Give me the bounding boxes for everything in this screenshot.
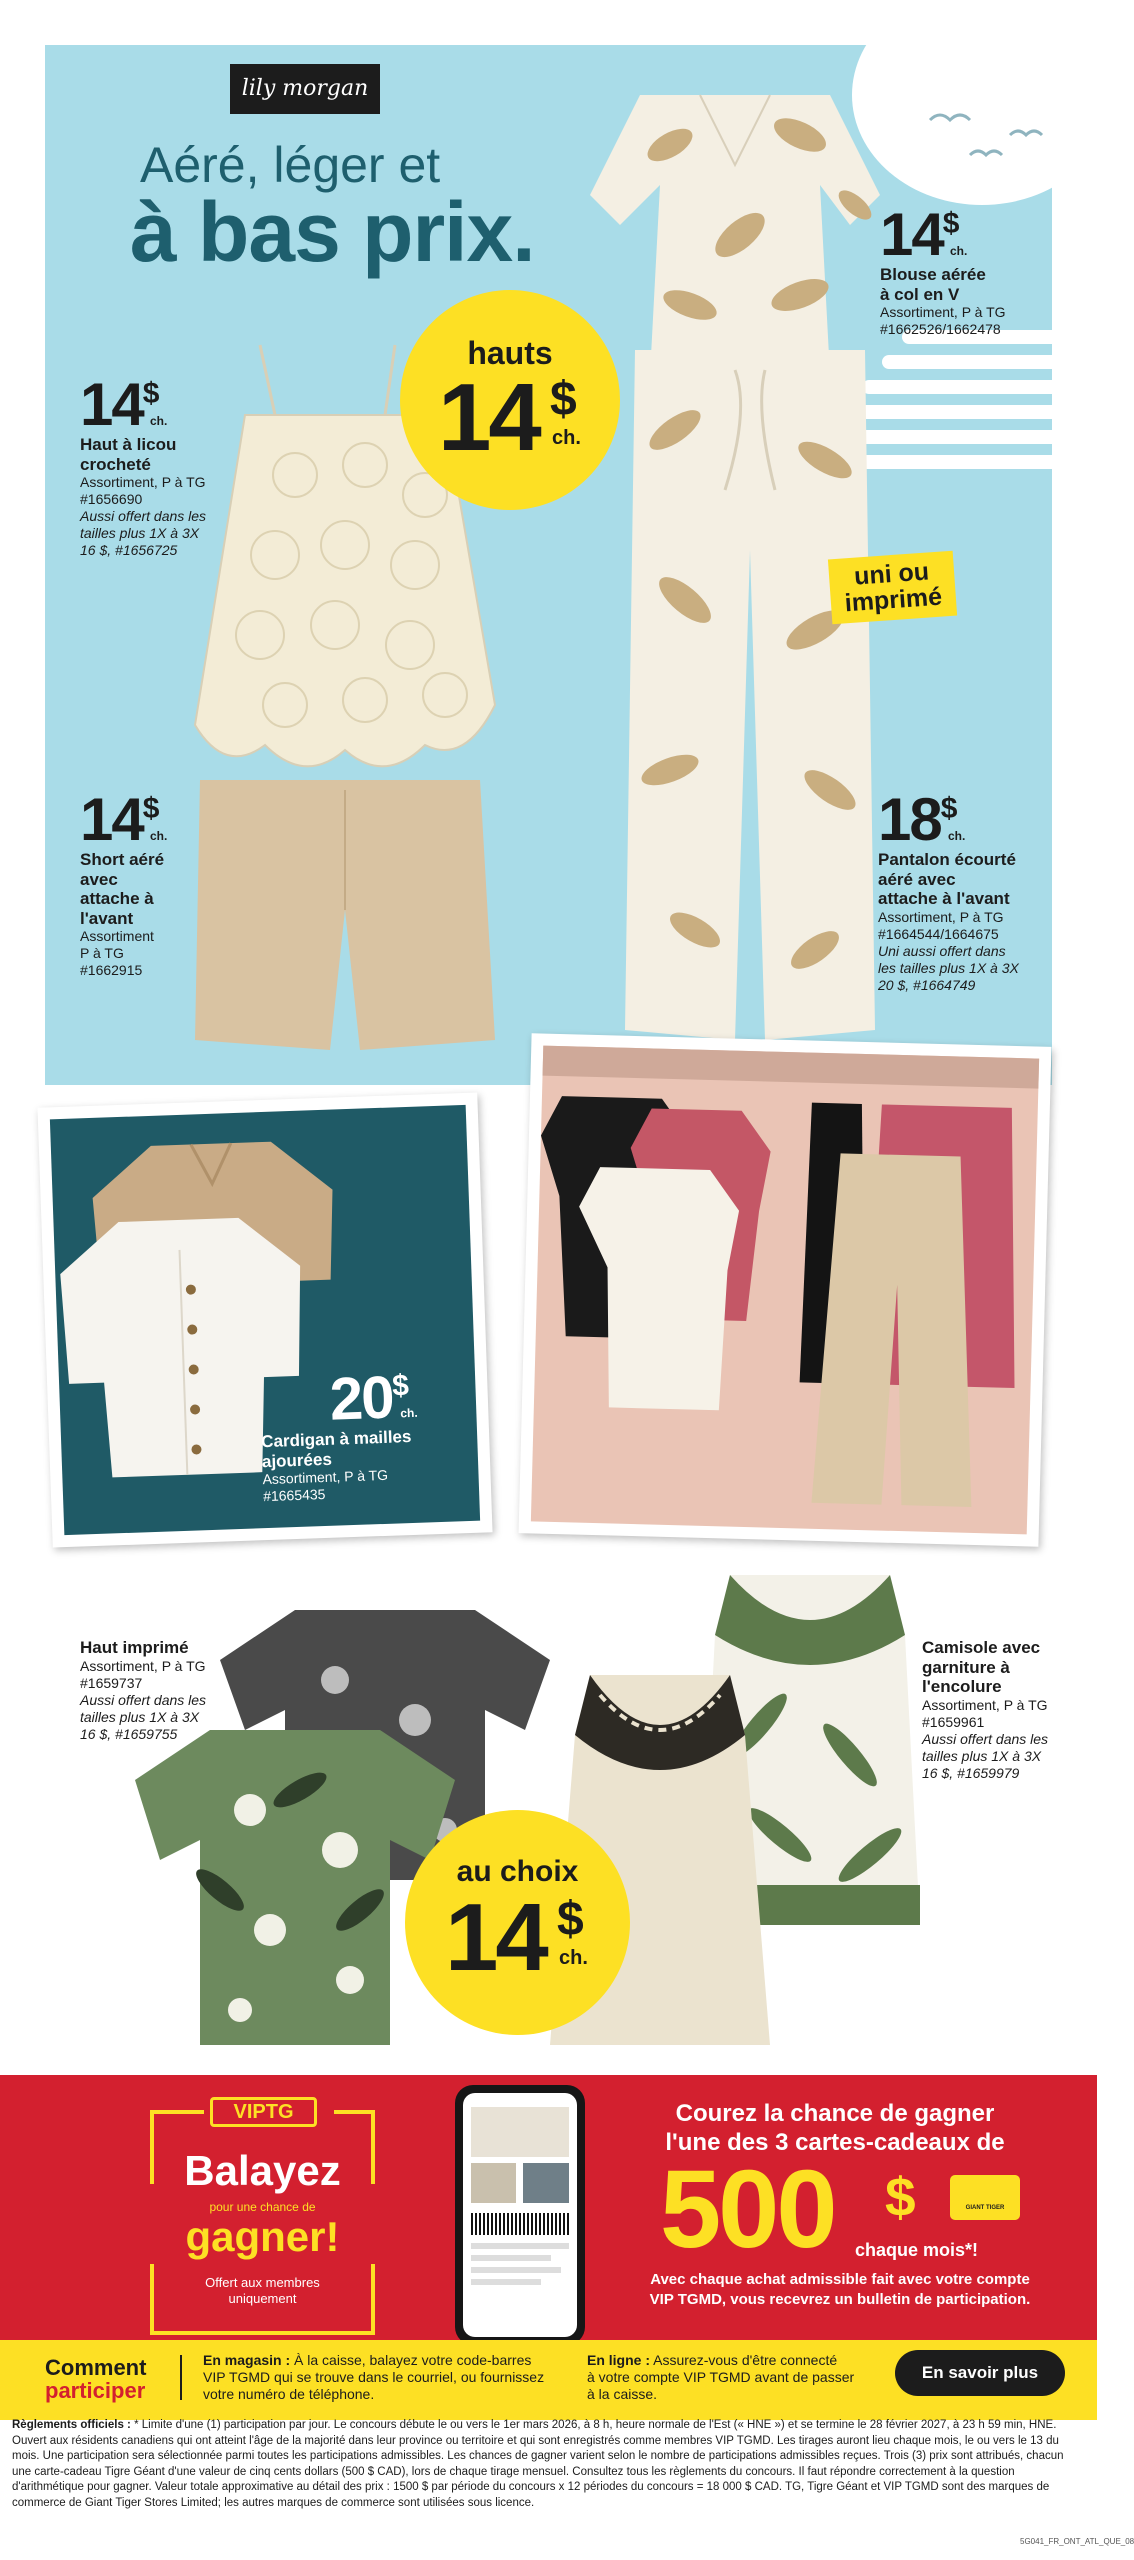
ribbon-line2: imprimé (843, 582, 943, 618)
blouse-info (880, 201, 1055, 338)
in-store-text-2: VIP TGMD qui se trouve dans le courriel, ou fournissez (203, 2369, 545, 2386)
how-to-title-line1: Comment (45, 2355, 147, 2380)
camisole-alt-3: 16 $, #1659979 (922, 1764, 1020, 1781)
pants-name-3: attache à l'avant (878, 889, 1010, 909)
vip-tg-badge: VIPTG (210, 2097, 317, 2127)
pants-alt-1: Uni aussi offert dans (878, 942, 1006, 959)
printed-top-alt-1: Aussi offert dans les (80, 1691, 207, 1708)
contest-subtext (620, 2270, 1060, 2309)
how-to-title-line2: participer (45, 2378, 146, 2404)
cardigan-desc-2: #1665435 (262, 1486, 326, 1505)
shorts-name-1: Short aéré (80, 850, 165, 869)
cardigan-desc-1: Assortiment, P à TG (262, 1466, 389, 1488)
halter-top-desc-2: #1656690 (80, 491, 143, 508)
airy-v-neck-blouse-image (580, 85, 890, 385)
camisole-info (922, 1638, 1072, 1782)
swipe-heading: Balayez (184, 2147, 341, 2194)
win-heading: gagner! (185, 2213, 340, 2260)
online-label: En ligne : (587, 2352, 650, 2368)
in-store-text-3: votre numéro de téléphone. (203, 2386, 375, 2403)
in-store-label: En magasin : (203, 2352, 291, 2368)
choice-badge-label: au choix (456, 1855, 579, 1888)
prize-amount: 500 (660, 2148, 835, 2271)
birds-illustration (925, 95, 1055, 185)
solid-or-print-ribbon (828, 551, 957, 624)
pants-desc-2: #1664544/1664675 (878, 925, 999, 942)
cardigan-info (328, 1363, 481, 1433)
choice-price-badge (405, 1810, 630, 2035)
halter-top-alt-3: 16 $, #1656725 (80, 542, 178, 559)
halter-top-alt-2: tailles plus 1X à 3X (80, 525, 200, 542)
blouse-desc-2: #1662526/1662478 (880, 321, 1001, 338)
choice-badge-currency: $ (557, 1893, 584, 1946)
chance-subheading: pour une chance de (209, 2200, 316, 2214)
tops-badge-unit: ch. (552, 427, 581, 449)
hanging-garments-image (531, 1076, 1038, 1529)
pants-alt-2: les tailles plus 1X à 3X (878, 959, 1019, 976)
contest-title-line2: l'une des 3 cartes-cadeaux de (665, 2128, 1005, 2156)
tan-shorts-image (180, 760, 500, 1060)
camisole-desc-1: Assortiment, P à TG (922, 1696, 1048, 1713)
shorts-name-4: l'avant (80, 908, 134, 928)
shorts-desc-1: Assortiment (80, 928, 154, 945)
printed-top-alt-2: tailles plus 1X à 3X (80, 1708, 200, 1725)
pants-info (878, 786, 1058, 994)
members-line2: uniquement (228, 2291, 297, 2307)
blouse-name-2: à col en V (880, 284, 960, 304)
gift-card-label: GIANT TIGER (965, 2205, 1005, 2211)
blouse-pants-photo-card (519, 1033, 1052, 1546)
contest-subtext-line1: Avec chaque achat admissible fait avec votre compte (650, 2271, 1030, 2288)
choice-badge-unit: ch. (559, 1947, 588, 1969)
pants-desc-1: Assortiment, P à TG (878, 908, 1004, 925)
members-line1: Offert aux membres (205, 2275, 320, 2290)
pants-name-1: Pantalon écourté (878, 850, 1016, 869)
camisole-name-2: garniture à (922, 1657, 1010, 1677)
cardigan-price: 20$ ch. (328, 1363, 418, 1433)
halter-top-price: 14$ ch. (80, 371, 168, 438)
cardigan-text (261, 1425, 483, 1506)
every-month-label: chaque mois*! (855, 2240, 979, 2260)
how-to-divider (180, 2355, 182, 2400)
flyer-code: 5G041_FR_ONT_ATL_QUE_08 (1020, 2537, 1134, 2546)
halter-top-alt-1: Aussi offert dans les (80, 508, 207, 525)
printed-top-desc-2: #1659737 (80, 1674, 143, 1691)
halter-top-name-2: crocheté (80, 454, 151, 474)
tops-badge-price: 14 (438, 364, 539, 471)
shorts-name-2: avec (80, 869, 118, 889)
camisole-alt-2: tailles plus 1X à 3X (922, 1747, 1042, 1764)
gift-card-image (950, 2175, 1020, 2220)
prize-currency: $ (885, 2166, 916, 2228)
halter-top-desc-1: Assortiment, P à TG (80, 474, 206, 491)
barcode-icon (471, 2213, 569, 2235)
rules-text: * Limite d'une (1) participation par jour. Le concours débute le ou vers le 1er mars 2026, à 8 h, heure normale de l'Est (« HNE ») et se termine le 28 février 2027, à 23 h 59 min, HNE. Ouvert aux résidents canadiens qui ont atteint l'âge de la majorité dans leur province ou territoire et qui sont enregistrés comme membres VIP TGMD. Les tirages auront lieu chaque mois, le ou vers le 13 du mois. Une participation sera sélectionnée parmi toutes les participations admissibles. Les chances de gagner varient selon le nombre de participations admissibles reçues. Trois (3) prix sont attribués, chacun une carte-cadeau Tigre Géant d'une valeur de cinq cents dollars (500 $ CAD), lors de chaque tirage mensuel. Consultez tous les règlements du concours. Il faut répondre correctement à la question d'arithmétique pour gagner. Valeur totale approximative au détail des prix : 1500 $ par période du concours x 12 périodes du concours = 18 000 $ CAD. TG, Tigre Géant et VIP TGMD sont des marques de commerce de Giant Tiger Stores Limited; les autres marques de commerce sont utilisées sous licence. (12, 2419, 1064, 2509)
camisole-name-1: Camisole avec (922, 1638, 1041, 1657)
rules-label: Règlements officiels : (12, 2419, 131, 2431)
pants-name-2: aéré avec (878, 869, 956, 889)
blouse-price: 14$ ch. (880, 201, 968, 268)
blouse-desc-1: Assortiment, P à TG (880, 304, 1006, 321)
shorts-name-3: attache à (80, 889, 154, 909)
in-store-text-1: À la caisse, balayez votre code-barres (294, 2352, 532, 2368)
camisole-alt-1: Aussi offert dans les (922, 1730, 1049, 1747)
cardigan-name-2: ajourées (261, 1449, 333, 1471)
online-text-2: à votre compte VIP TGMD avant de passer (587, 2369, 855, 2386)
how-to-title (45, 2356, 146, 2402)
cropped-pants-image (615, 350, 885, 1040)
shorts-price: 14$ ch. (80, 786, 168, 853)
shorts-desc-2: P à TG (80, 945, 124, 962)
phone-mockup (455, 2085, 585, 2345)
headline-line2: à bas prix. (130, 185, 535, 279)
online-text-1: Assurez-vous d'être connecté (653, 2352, 838, 2368)
camisole-desc-2: #1659961 (922, 1713, 985, 1730)
online-instructions (587, 2352, 877, 2403)
printed-top-alt-3: 16 $, #1659755 (80, 1725, 178, 1742)
printed-top-info (80, 1638, 260, 1743)
contest-subtext-line2: VIP TGMD, vous recevrez un bulletin de participation. (649, 2290, 1031, 2308)
pants-alt-3: 20 $, #1664749 (878, 976, 976, 993)
printed-top-desc-1: Assortiment, P à TG (80, 1657, 206, 1674)
brand-logo: lily morgan (230, 64, 380, 114)
members-only-note (150, 2275, 375, 2308)
printed-top-name: Haut imprimé (80, 1638, 189, 1657)
shorts-desc-3: #1662915 (80, 962, 143, 979)
tops-price-badge (400, 290, 620, 510)
ribbon-line1: uni ou (853, 557, 930, 591)
online-text-3: à la caisse. (587, 2386, 658, 2403)
tops-badge-label: hauts (467, 335, 553, 371)
cardigan-name-1: Cardigan à mailles (260, 1426, 412, 1452)
blouse-name-1: Blouse aérée (880, 265, 986, 284)
shorts-info (80, 786, 190, 979)
choice-badge-price: 14 (445, 1884, 546, 1991)
pants-price: 18$ ch. (878, 786, 966, 853)
halter-top-info (80, 371, 280, 559)
learn-more-button[interactable]: En savoir plus (895, 2350, 1065, 2396)
cardigan-photo-card (37, 1092, 492, 1547)
halter-top-name-1: Haut à licou (80, 435, 177, 454)
headline-line1: Aéré, léger et (140, 137, 441, 193)
camisole-name-3: l'encolure (922, 1677, 1002, 1697)
in-store-instructions (203, 2352, 573, 2403)
tops-badge-currency: $ (550, 373, 577, 426)
contest-title-line1: Courez la chance de gagner (675, 2100, 995, 2127)
official-rules (12, 2418, 1084, 2511)
